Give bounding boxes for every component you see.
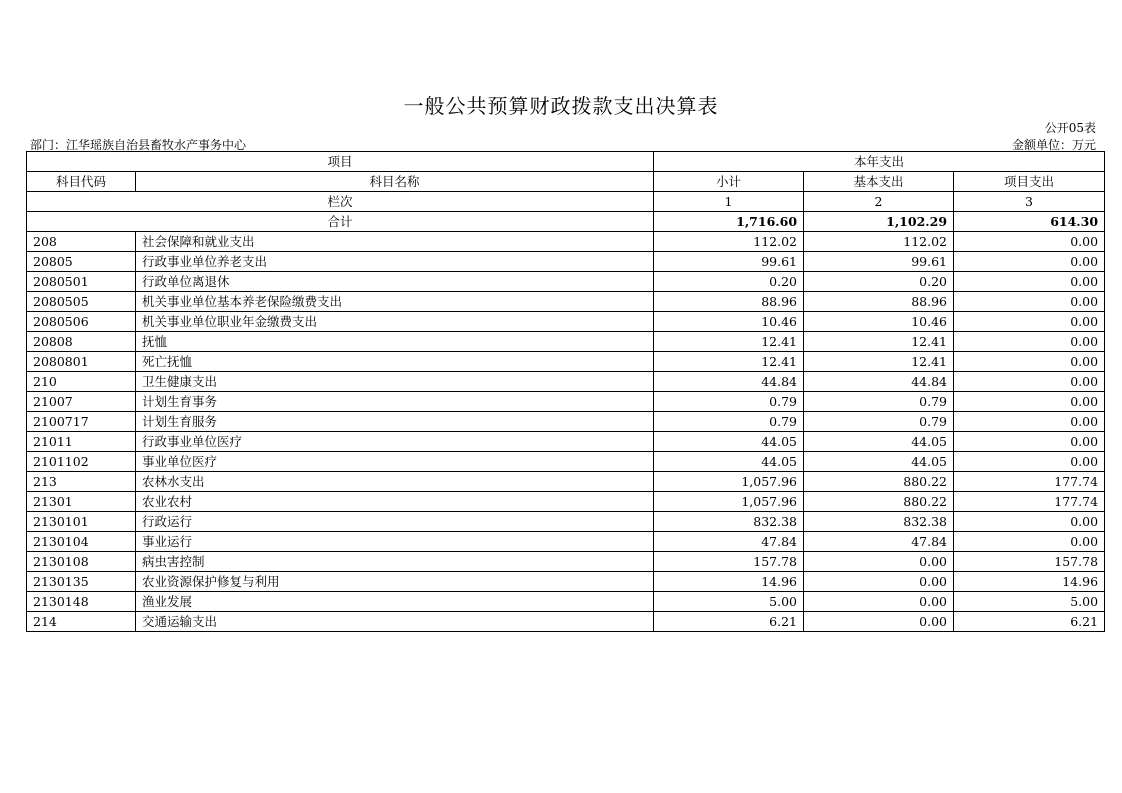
row-name: 卫生健康支出 [136,372,654,392]
row-subtotal: 5.00 [654,592,804,612]
table-row [27,252,1105,272]
page-title: 一般公共预算财政拨款支出决算表 [403,94,719,118]
table-row [27,592,1105,612]
header-row-1 [27,152,1105,172]
header-code: 科目代码 [27,172,136,192]
row-basic: 880.22 [804,472,954,492]
row-name: 事业单位医疗 [136,452,654,472]
row-project: 14.96 [954,572,1105,592]
row-name: 行政运行 [136,512,654,532]
row-name: 机关事业单位基本养老保险缴费支出 [136,292,654,312]
row-project: 0.00 [954,512,1105,532]
row-code: 2130135 [27,572,136,592]
row-project: 5.00 [954,592,1105,612]
row-basic: 880.22 [804,492,954,512]
row-subtotal: 44.05 [654,452,804,472]
row-project: 0.00 [954,232,1105,252]
row-subtotal: 1,057.96 [654,492,804,512]
table-row [27,512,1105,532]
row-basic: 0.00 [804,552,954,572]
row-subtotal: 6.21 [654,612,804,632]
row-basic: 10.46 [804,312,954,332]
row-code: 2130101 [27,512,136,532]
row-subtotal: 47.84 [654,532,804,552]
row-subtotal: 112.02 [654,232,804,252]
row-subtotal: 14.96 [654,572,804,592]
row-subtotal: 99.61 [654,252,804,272]
row-name: 计划生育服务 [136,412,654,432]
table-row [27,472,1105,492]
total-label: 合计 [27,212,654,232]
header-row-2 [27,172,1105,192]
total-project: 614.30 [954,212,1105,232]
row-code: 21007 [27,392,136,412]
row-basic: 12.41 [804,352,954,372]
table-row [27,272,1105,292]
row-code: 213 [27,472,136,492]
row-name: 行政单位离退休 [136,272,654,292]
row-code: 2080801 [27,352,136,372]
row-name: 农业资源保护修复与利用 [136,572,654,592]
row-code: 2080506 [27,312,136,332]
row-code: 208 [27,232,136,252]
column-index-label: 栏次 [27,192,654,212]
table-row [27,312,1105,332]
row-name: 行政事业单位医疗 [136,432,654,452]
row-subtotal: 0.79 [654,412,804,432]
row-name: 病虫害控制 [136,552,654,572]
row-project: 0.00 [954,432,1105,452]
row-subtotal: 0.79 [654,392,804,412]
department-label: 部门：江华瑶族自治县畜牧水产事务中心 [30,138,247,152]
row-code: 2100717 [27,412,136,432]
form-number: 公开05表 [1044,121,1096,135]
row-basic: 0.79 [804,392,954,412]
row-basic: 44.05 [804,432,954,452]
row-basic: 0.00 [804,592,954,612]
row-project: 0.00 [954,252,1105,272]
column-index-row [27,192,1105,212]
row-basic: 99.61 [804,252,954,272]
row-subtotal: 10.46 [654,312,804,332]
row-name: 抚恤 [136,332,654,352]
row-subtotal: 12.41 [654,332,804,352]
row-project: 0.00 [954,312,1105,332]
row-basic: 0.00 [804,612,954,632]
row-name: 计划生育事务 [136,392,654,412]
table-row [27,532,1105,552]
row-basic: 832.38 [804,512,954,532]
row-basic: 44.05 [804,452,954,472]
header-current-year: 本年支出 [654,152,1105,172]
row-name: 死亡抚恤 [136,352,654,372]
row-code: 2080501 [27,272,136,292]
row-subtotal: 1,057.96 [654,472,804,492]
row-basic: 44.84 [804,372,954,392]
row-project: 177.74 [954,472,1105,492]
total-row [27,212,1105,232]
row-name: 农林水支出 [136,472,654,492]
table-row [27,292,1105,312]
row-subtotal: 157.78 [654,552,804,572]
row-subtotal: 0.20 [654,272,804,292]
table-row [27,572,1105,592]
row-project: 0.00 [954,372,1105,392]
row-basic: 12.41 [804,332,954,352]
row-code: 21301 [27,492,136,512]
row-name: 农业农村 [136,492,654,512]
row-basic: 0.00 [804,572,954,592]
budget-table [26,151,1105,632]
column-index-3: 3 [954,192,1105,212]
table-row [27,612,1105,632]
row-project: 0.00 [954,392,1105,412]
row-name: 行政事业单位养老支出 [136,252,654,272]
row-project: 0.00 [954,532,1105,552]
header-project: 项目 [27,152,654,172]
row-subtotal: 44.05 [654,432,804,452]
row-code: 2130104 [27,532,136,552]
table-row [27,552,1105,572]
table-row [27,432,1105,452]
row-name: 社会保障和就业支出 [136,232,654,252]
table-row [27,372,1105,392]
table-row [27,392,1105,412]
table-row [27,352,1105,372]
row-code: 2101102 [27,452,136,472]
header-basic: 基本支出 [804,172,954,192]
row-subtotal: 832.38 [654,512,804,532]
row-name: 渔业发展 [136,592,654,612]
row-code: 2080505 [27,292,136,312]
row-project: 0.00 [954,272,1105,292]
row-code: 2130148 [27,592,136,612]
column-index-2: 2 [804,192,954,212]
row-project: 0.00 [954,332,1105,352]
table-row [27,232,1105,252]
row-basic: 112.02 [804,232,954,252]
header-project-expense: 项目支出 [954,172,1105,192]
row-subtotal: 44.84 [654,372,804,392]
row-code: 21011 [27,432,136,452]
row-project: 0.00 [954,352,1105,372]
row-subtotal: 12.41 [654,352,804,372]
row-project: 0.00 [954,452,1105,472]
table-row [27,492,1105,512]
table-row [27,452,1105,472]
column-index-1: 1 [654,192,804,212]
row-code: 20805 [27,252,136,272]
row-name: 交通运输支出 [136,612,654,632]
row-basic: 47.84 [804,532,954,552]
row-code: 210 [27,372,136,392]
unit-label: 金额单位：万元 [1011,138,1096,152]
row-basic: 88.96 [804,292,954,312]
row-project: 157.78 [954,552,1105,572]
row-name: 机关事业单位职业年金缴费支出 [136,312,654,332]
row-basic: 0.20 [804,272,954,292]
row-subtotal: 88.96 [654,292,804,312]
row-code: 214 [27,612,136,632]
header-name: 科目名称 [136,172,654,192]
row-basic: 0.79 [804,412,954,432]
row-project: 0.00 [954,292,1105,312]
row-name: 事业运行 [136,532,654,552]
row-project: 6.21 [954,612,1105,632]
total-subtotal: 1,716.60 [654,212,804,232]
table-row [27,412,1105,432]
row-code: 20808 [27,332,136,352]
row-project: 0.00 [954,412,1105,432]
table-row [27,332,1105,352]
total-basic: 1,102.29 [804,212,954,232]
row-code: 2130108 [27,552,136,572]
row-project: 177.74 [954,492,1105,512]
header-subtotal: 小计 [654,172,804,192]
